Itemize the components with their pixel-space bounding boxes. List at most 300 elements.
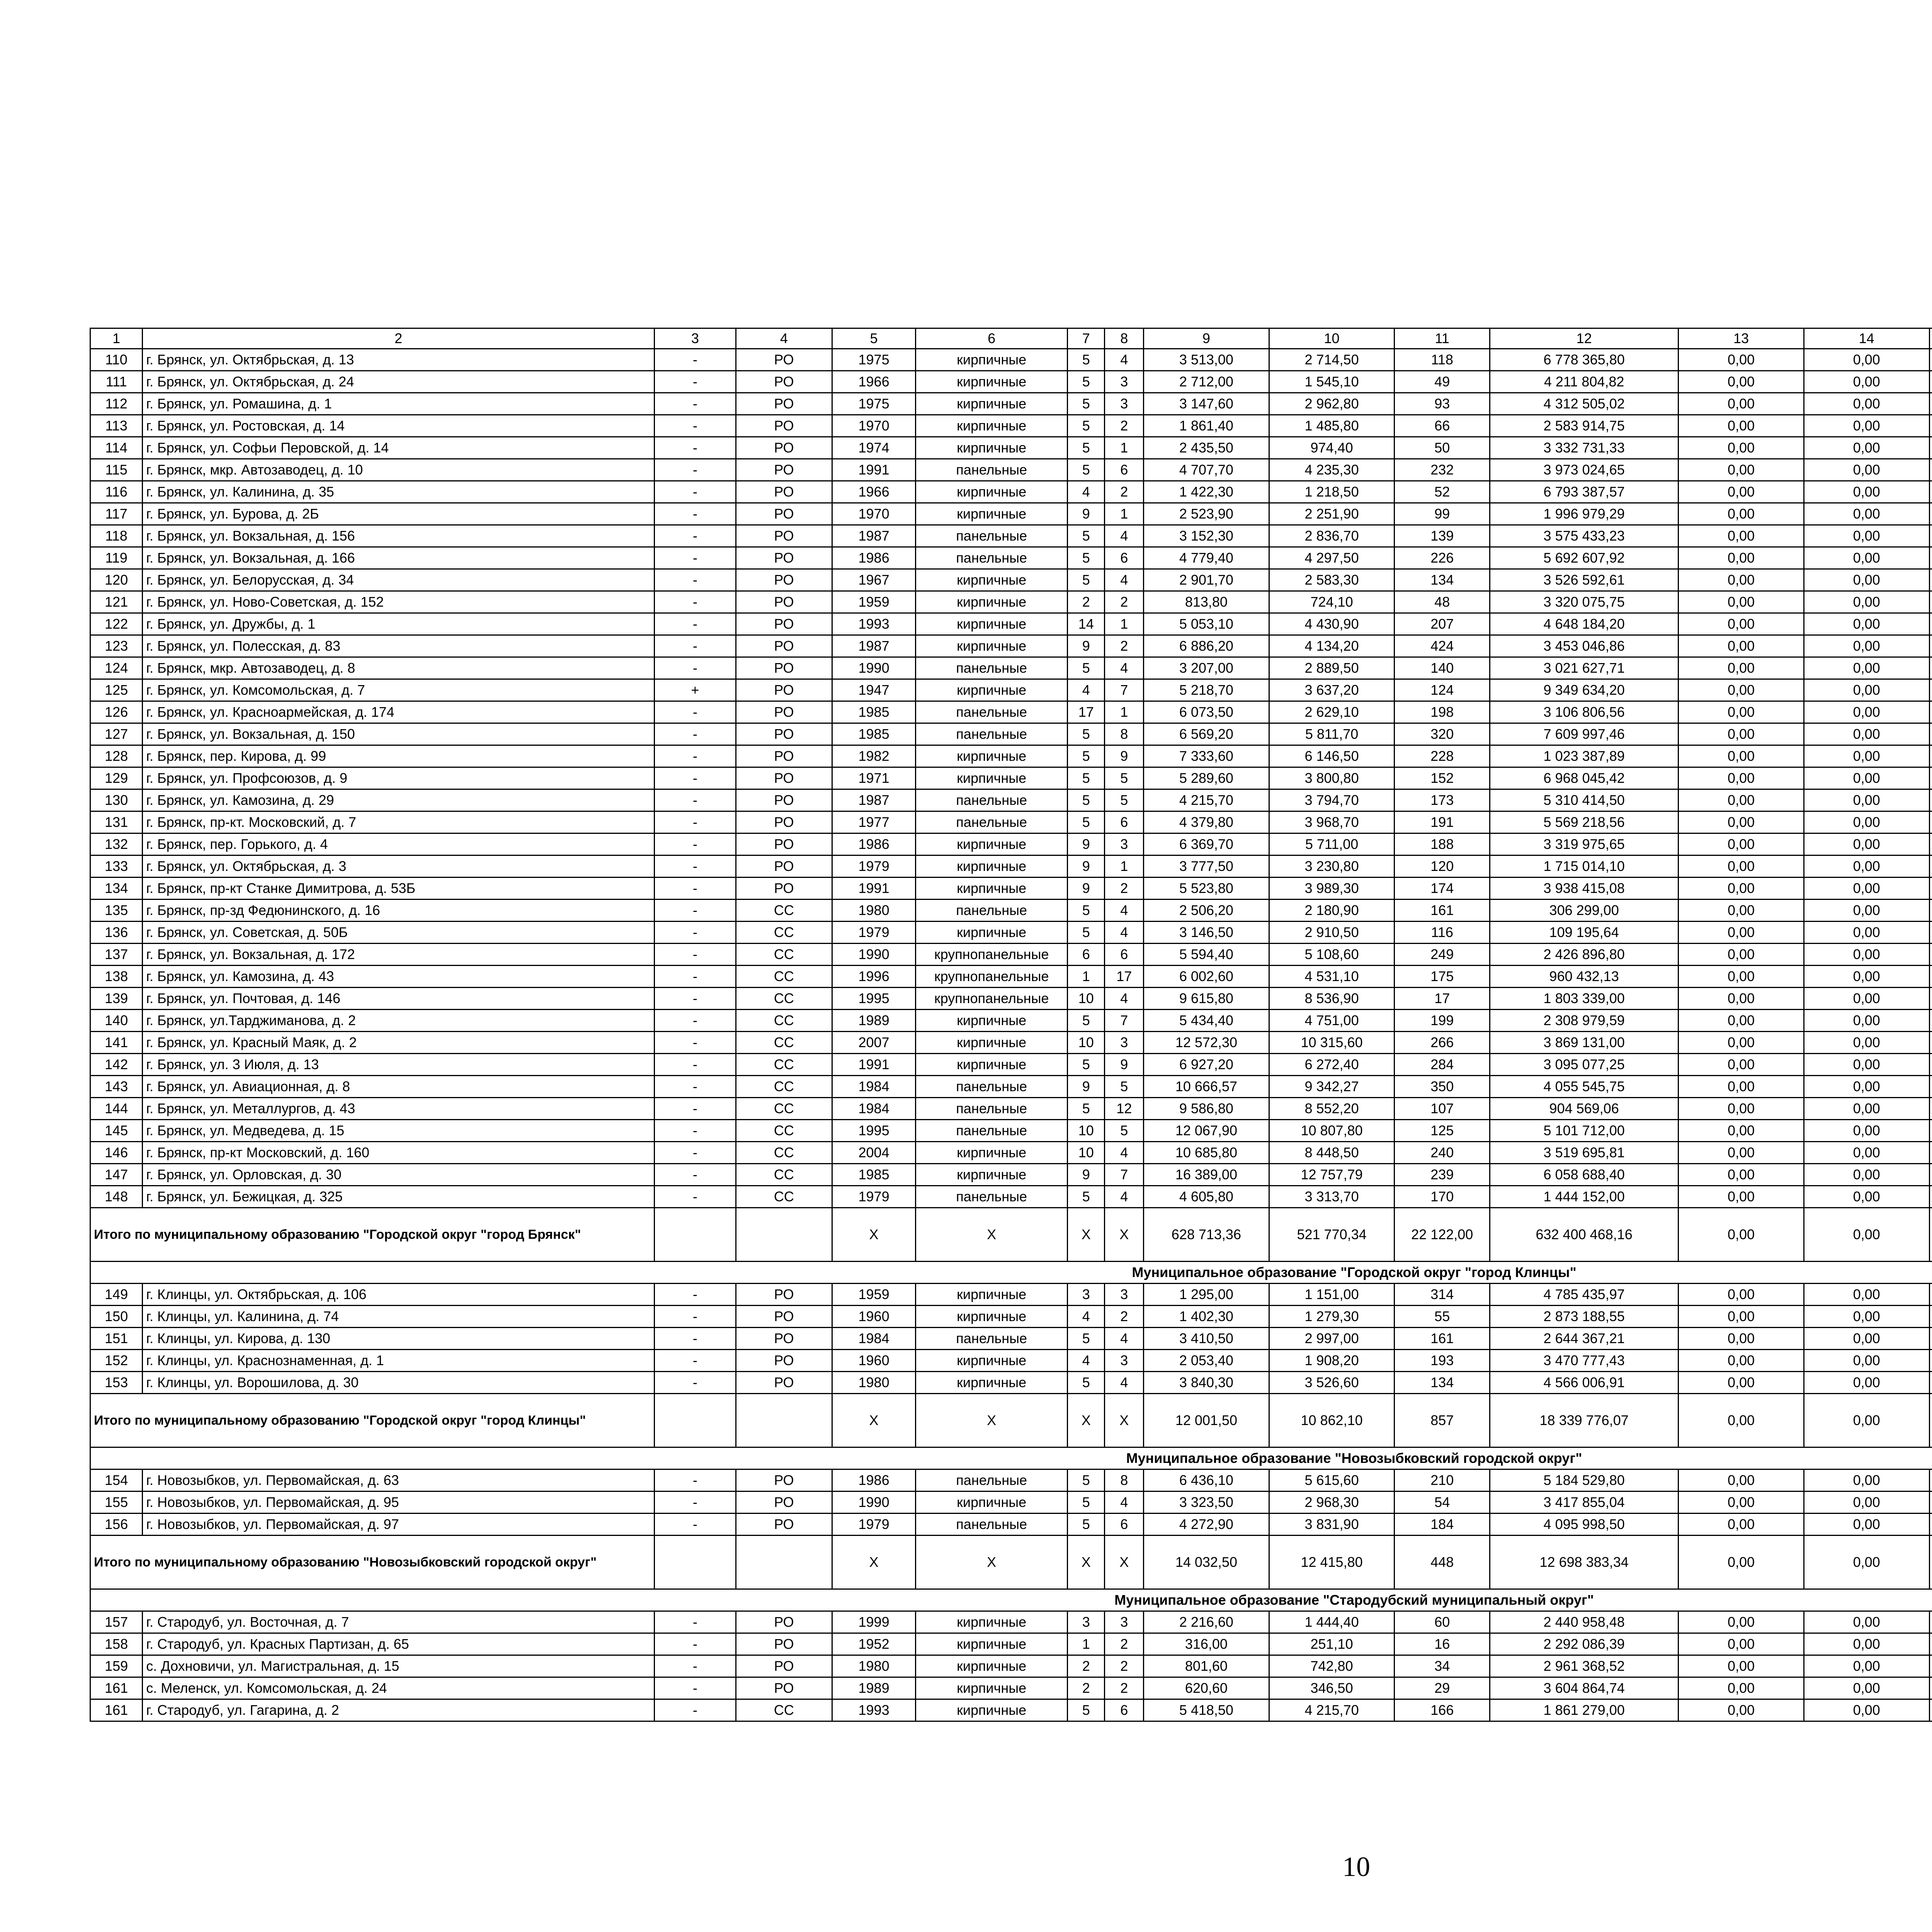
table-cell: РО — [736, 878, 832, 900]
column-number-cell: 7 — [1068, 328, 1105, 349]
address-cell: г. Брянск, мкр. Автозаводец, д. 8 — [143, 657, 655, 679]
table-cell: 1996 — [832, 966, 915, 988]
table-cell: 0,00 — [1804, 1699, 1929, 1721]
table-cell: 3 — [1105, 1611, 1144, 1633]
table-cell: 152 — [1395, 767, 1490, 789]
table-cell: 4 — [1105, 349, 1144, 371]
table-cell: РО — [736, 1284, 832, 1306]
table-cell: крупнопанельные — [916, 966, 1068, 988]
subtotal-cell: Х — [916, 1208, 1068, 1262]
address-cell: г. Клинцы, ул. Краснознаменная, д. 1 — [143, 1350, 655, 1372]
table-cell: 2 629,10 — [1269, 701, 1395, 723]
table-cell: - — [654, 745, 736, 767]
subtotal-cell: 0,00 — [1679, 1536, 1804, 1589]
subtotal-cell: 22 122,00 — [1395, 1208, 1490, 1262]
address-cell: г. Брянск, ул. Профсоюзов, д. 9 — [143, 767, 655, 789]
table-cell: 1 444,40 — [1269, 1611, 1395, 1633]
table-cell: 1 218,50 — [1269, 481, 1395, 503]
table-cell: 5 — [1068, 393, 1105, 415]
table-cell: СС — [736, 966, 832, 988]
table-cell: РО — [736, 481, 832, 503]
table-cell: 3 — [1068, 1611, 1105, 1633]
address-cell: г. Брянск, ул. Медведева, д. 15 — [143, 1120, 655, 1142]
table-row — [90, 1372, 1932, 1394]
table-cell: 161 — [90, 1699, 143, 1721]
address-cell: г. Брянск, пр-кт. Московский, д. 7 — [143, 811, 655, 833]
subtotal-cell: 448 — [1395, 1536, 1490, 1589]
table-cell: 2 712,00 — [1144, 371, 1269, 393]
table-cell: 0,00 — [1804, 657, 1929, 679]
table-cell: 50 — [1395, 437, 1490, 459]
table-cell: 4 — [1105, 1372, 1144, 1394]
table-cell: 0,00 — [1679, 922, 1804, 944]
table-cell: 111 — [90, 371, 143, 393]
table-cell: 7 — [1105, 679, 1144, 701]
table-cell: 6 369,70 — [1144, 833, 1269, 855]
table-cell: 1967 — [832, 569, 915, 591]
table-cell: 5 — [1068, 569, 1105, 591]
table-cell: 0,00 — [1804, 944, 1929, 966]
table-cell: 2 910,50 — [1269, 922, 1395, 944]
subtotal-cell: Х — [832, 1208, 915, 1262]
table-cell: 4 379,80 — [1144, 811, 1269, 833]
table-cell: 8 — [1105, 723, 1144, 745]
table-cell: 170 — [1395, 1186, 1490, 1208]
table-cell: 0,00 — [1679, 1120, 1804, 1142]
table-cell: 424 — [1395, 635, 1490, 657]
table-cell: 5 — [1068, 1054, 1105, 1076]
table-cell: 1959 — [832, 591, 915, 613]
table-cell: панельные — [916, 723, 1068, 745]
table-cell: 1 — [1105, 701, 1144, 723]
subtotal-cell: 857 — [1395, 1394, 1490, 1447]
table-cell: 2 506,20 — [1144, 900, 1269, 922]
table-cell: 2 873 188,55 — [1490, 1306, 1679, 1328]
table-cell: 6 — [1105, 811, 1144, 833]
table-cell: 1989 — [832, 1010, 915, 1032]
table-cell: 0,00 — [1804, 525, 1929, 547]
table-row — [90, 944, 1932, 966]
table-cell: 159 — [90, 1655, 143, 1677]
table-cell: 140 — [90, 1010, 143, 1032]
table-cell: РО — [736, 1328, 832, 1350]
table-cell: 0,00 — [1679, 613, 1804, 635]
table-cell: 3 519 695,81 — [1490, 1142, 1679, 1164]
table-cell: СС — [736, 1164, 832, 1186]
table-cell — [1929, 393, 1932, 415]
table-cell: 8 448,50 — [1269, 1142, 1395, 1164]
table-cell: 156 — [90, 1514, 143, 1536]
table-cell: 2 — [1105, 481, 1144, 503]
table-row — [90, 371, 1932, 393]
table-cell: 0,00 — [1804, 701, 1929, 723]
table-cell: кирпичные — [916, 1655, 1068, 1677]
subtotal-label: Итого по муниципальному образованию "Городской округ "город Клинцы" — [90, 1394, 655, 1447]
subtotal-cell: 628 713,36 — [1144, 1208, 1269, 1262]
table-cell: 138 — [90, 966, 143, 988]
table-row — [90, 635, 1932, 657]
table-cell: 29 — [1395, 1677, 1490, 1699]
table-cell: 146 — [90, 1142, 143, 1164]
table-cell: 1986 — [832, 1469, 915, 1492]
table-cell: кирпичные — [916, 371, 1068, 393]
table-cell: 0,00 — [1804, 1142, 1929, 1164]
table-cell: 143 — [90, 1076, 143, 1098]
table-cell: 110 — [90, 349, 143, 371]
table-cell: 6 002,60 — [1144, 966, 1269, 988]
table-cell: кирпичные — [916, 1054, 1068, 1076]
table-cell: 0,00 — [1804, 503, 1929, 525]
table-cell: 4 — [1068, 1306, 1105, 1328]
table-cell: РО — [736, 1514, 832, 1536]
table-cell: 5 — [1105, 1076, 1144, 1098]
table-cell: 155 — [90, 1492, 143, 1514]
table-row — [90, 569, 1932, 591]
table-cell: 5 — [1068, 745, 1105, 767]
page-number: 10 — [1342, 1851, 1370, 1882]
table-cell: 10 — [1068, 1120, 1105, 1142]
table-cell: 7 333,60 — [1144, 745, 1269, 767]
table-cell: РО — [736, 613, 832, 635]
table-row — [90, 679, 1932, 701]
table-cell: 1985 — [832, 723, 915, 745]
table-cell: 4 — [1105, 569, 1144, 591]
table-row — [90, 1054, 1932, 1076]
table-cell: 0,00 — [1679, 1032, 1804, 1054]
table-row — [90, 481, 1932, 503]
table-row — [90, 1492, 1932, 1514]
subtotal-cell: 0,00 — [1804, 1536, 1929, 1589]
table-cell: 1 — [1105, 613, 1144, 635]
table-row — [90, 855, 1932, 878]
table-cell — [1929, 988, 1932, 1010]
table-cell: панельные — [916, 1514, 1068, 1536]
table-cell: 0,00 — [1804, 613, 1929, 635]
table-cell: 6 — [1105, 459, 1144, 481]
address-cell: г. Стародуб, ул. Гагарина, д. 2 — [143, 1699, 655, 1721]
table-cell — [1929, 613, 1932, 635]
table-cell: 154 — [90, 1469, 143, 1492]
table-cell: 1990 — [832, 657, 915, 679]
table-row — [90, 415, 1932, 437]
table-cell: 10 — [1068, 1032, 1105, 1054]
table-cell: 140 — [1395, 657, 1490, 679]
table-cell: кирпичные — [916, 1306, 1068, 1328]
table-cell — [1929, 944, 1932, 966]
table-cell: 240 — [1395, 1142, 1490, 1164]
table-cell: кирпичные — [916, 481, 1068, 503]
table-cell: 620,60 — [1144, 1677, 1269, 1699]
table-cell: 4 605,80 — [1144, 1186, 1269, 1208]
table-cell: 1 444 152,00 — [1490, 1186, 1679, 1208]
address-cell: г. Брянск, ул. Комсомольская, д. 7 — [143, 679, 655, 701]
table-cell: 5 — [1068, 547, 1105, 569]
address-cell: г. Брянск, пр-кт Московский, д. 160 — [143, 1142, 655, 1164]
table-cell: 117 — [90, 503, 143, 525]
table-cell — [1929, 833, 1932, 855]
table-cell: кирпичные — [916, 1699, 1068, 1721]
table-cell: 2 583 914,75 — [1490, 415, 1679, 437]
table-cell: кирпичные — [916, 1611, 1068, 1633]
table-cell — [1929, 1611, 1932, 1633]
address-cell: г. Брянск, ул. Металлургов, д. 43 — [143, 1098, 655, 1120]
table-cell: РО — [736, 371, 832, 393]
table-cell: 132 — [90, 833, 143, 855]
table-cell: 0,00 — [1679, 525, 1804, 547]
table-cell: панельные — [916, 1076, 1068, 1098]
table-cell: 2 — [1105, 415, 1144, 437]
table-cell: кирпичные — [916, 1633, 1068, 1655]
table-cell: 0,00 — [1679, 789, 1804, 811]
table-cell: 2 — [1105, 1655, 1144, 1677]
table-cell: - — [654, 613, 736, 635]
table-cell: 151 — [90, 1328, 143, 1350]
table-cell: 5 — [1068, 811, 1105, 833]
table-cell: РО — [736, 437, 832, 459]
table-cell: 314 — [1395, 1284, 1490, 1306]
table-cell: - — [654, 811, 736, 833]
address-cell: г. Брянск, ул. Ростовская, д. 14 — [143, 415, 655, 437]
table-cell — [1929, 415, 1932, 437]
table-cell: СС — [736, 1054, 832, 1076]
table-cell: 2 — [1068, 1655, 1105, 1677]
table-cell: 0,00 — [1804, 635, 1929, 657]
table-cell: 4 — [1068, 1350, 1105, 1372]
subtotal-cell: 14 032,50 — [1144, 1536, 1269, 1589]
table-cell: СС — [736, 1142, 832, 1164]
address-cell: с. Меленск, ул. Комсомольская, д. 24 — [143, 1677, 655, 1699]
table-cell: 0,00 — [1679, 723, 1804, 745]
subtotal-cell — [736, 1208, 832, 1262]
table-row — [90, 1677, 1932, 1699]
table-cell: РО — [736, 855, 832, 878]
table-cell: - — [654, 503, 736, 525]
table-cell: 813,80 — [1144, 591, 1269, 613]
address-cell: с. Дохновичи, ул. Магистральная, д. 15 — [143, 1655, 655, 1677]
table-cell: 149 — [90, 1284, 143, 1306]
table-cell — [1929, 1010, 1932, 1032]
table-cell: 124 — [1395, 679, 1490, 701]
table-cell: 6 436,10 — [1144, 1469, 1269, 1492]
table-cell: 1 — [1105, 855, 1144, 878]
table-cell: СС — [736, 944, 832, 966]
table-row — [90, 789, 1932, 811]
table-cell — [1929, 1328, 1932, 1350]
table-cell: - — [654, 635, 736, 657]
table-cell: 0,00 — [1679, 371, 1804, 393]
table-cell: 0,00 — [1804, 679, 1929, 701]
subtotal-cell: 12 415,80 — [1269, 1536, 1395, 1589]
table-cell: 1975 — [832, 393, 915, 415]
address-cell: г. Брянск, мкр. Автозаводец, д. 10 — [143, 459, 655, 481]
table-cell: 3 146,50 — [1144, 922, 1269, 944]
table-cell: 198 — [1395, 701, 1490, 723]
table-cell: 5 — [1068, 767, 1105, 789]
table-cell: 316,00 — [1144, 1633, 1269, 1655]
table-row — [90, 745, 1932, 767]
table-cell: 0,00 — [1679, 966, 1804, 988]
table-cell: 119 — [90, 547, 143, 569]
table-cell: 12 067,90 — [1144, 1120, 1269, 1142]
table-row — [90, 1284, 1932, 1306]
table-cell: 3 968,70 — [1269, 811, 1395, 833]
table-cell: - — [654, 657, 736, 679]
table-cell: 2 — [1105, 635, 1144, 657]
table-cell: 0,00 — [1804, 988, 1929, 1010]
table-cell: - — [654, 547, 736, 569]
table-cell — [1929, 1677, 1932, 1699]
table-cell: - — [654, 1120, 736, 1142]
table-cell: 0,00 — [1804, 1306, 1929, 1328]
table-cell: 134 — [1395, 569, 1490, 591]
table-cell: 2 — [1105, 878, 1144, 900]
table-cell: 0,00 — [1679, 900, 1804, 922]
table-cell: 0,00 — [1679, 569, 1804, 591]
table-cell: кирпичные — [916, 415, 1068, 437]
table-cell: 0,00 — [1804, 371, 1929, 393]
table-cell: панельные — [916, 701, 1068, 723]
address-cell: г. Брянск, ул.Тарджиманова, д. 2 — [143, 1010, 655, 1032]
table-cell: 4 430,90 — [1269, 613, 1395, 635]
table-cell: 3 526,60 — [1269, 1372, 1395, 1394]
table-cell: 350 — [1395, 1076, 1490, 1098]
table-cell — [1929, 503, 1932, 525]
table-cell: 4 — [1105, 1328, 1144, 1350]
table-cell: 5 — [1068, 1469, 1105, 1492]
table-cell — [1929, 1032, 1932, 1054]
subtotal-cell — [736, 1536, 832, 1589]
table-cell: 118 — [1395, 349, 1490, 371]
table-cell: 6 272,40 — [1269, 1054, 1395, 1076]
table-cell: 1 151,00 — [1269, 1284, 1395, 1306]
table-cell: 0,00 — [1804, 1164, 1929, 1186]
table-cell: 16 389,00 — [1144, 1164, 1269, 1186]
table-cell — [1929, 1492, 1932, 1514]
address-cell: г. Брянск, ул. Ново-Советская, д. 152 — [143, 591, 655, 613]
table-cell: 2 — [1068, 591, 1105, 613]
table-cell: 0,00 — [1804, 459, 1929, 481]
housing-register-table — [90, 328, 1932, 1722]
table-cell: 320 — [1395, 723, 1490, 745]
table-cell: 5 — [1068, 657, 1105, 679]
table-cell: 2 523,90 — [1144, 503, 1269, 525]
table-cell: РО — [736, 349, 832, 371]
table-row — [90, 393, 1932, 415]
address-cell: г. Брянск, пр-зд Федюнинского, д. 16 — [143, 900, 655, 922]
address-cell: г. Брянск, ул. Камозина, д. 43 — [143, 966, 655, 988]
table-cell: 0,00 — [1679, 415, 1804, 437]
table-cell: - — [654, 789, 736, 811]
table-cell: 1 908,20 — [1269, 1350, 1395, 1372]
table-cell: - — [654, 988, 736, 1010]
table-cell: кирпичные — [916, 1010, 1068, 1032]
table-cell: 0,00 — [1679, 481, 1804, 503]
table-cell: 193 — [1395, 1350, 1490, 1372]
table-cell: 5 053,10 — [1144, 613, 1269, 635]
table-cell: 128 — [90, 745, 143, 767]
table-cell: 6 — [1068, 944, 1105, 966]
table-cell: 6 778 365,80 — [1490, 349, 1679, 371]
table-cell: 3 021 627,71 — [1490, 657, 1679, 679]
table-cell: РО — [736, 657, 832, 679]
table-cell: 5 569 218,56 — [1490, 811, 1679, 833]
table-cell: 3 575 433,23 — [1490, 525, 1679, 547]
table-row — [90, 1469, 1932, 1492]
table-cell: 166 — [1395, 1699, 1490, 1721]
table-cell: 114 — [90, 437, 143, 459]
table-cell: СС — [736, 988, 832, 1010]
table-cell: СС — [736, 1699, 832, 1721]
table-cell — [1929, 1655, 1932, 1677]
table-cell: 148 — [90, 1186, 143, 1208]
address-cell: г. Брянск, пер. Кирова, д. 99 — [143, 745, 655, 767]
table-cell: 2 961 368,52 — [1490, 1655, 1679, 1677]
table-cell: 1993 — [832, 1699, 915, 1721]
table-cell: кирпичные — [916, 393, 1068, 415]
table-cell: 137 — [90, 944, 143, 966]
table-cell: 0,00 — [1804, 349, 1929, 371]
table-cell: 3 207,00 — [1144, 657, 1269, 679]
table-cell: кирпичные — [916, 1677, 1068, 1699]
address-cell: г. Брянск, ул. Советская, д. 50Б — [143, 922, 655, 944]
municipality-header-row — [90, 1447, 1932, 1469]
table-cell — [1929, 1306, 1932, 1328]
table-cell: 1 861 279,00 — [1490, 1699, 1679, 1721]
table-cell: 2 — [1105, 1633, 1144, 1655]
table-cell: - — [654, 701, 736, 723]
table-cell: 5 — [1068, 1328, 1105, 1350]
table-cell: 0,00 — [1679, 1633, 1804, 1655]
municipality-title: Муниципальное образование "Городской округ "город Клинцы" — [90, 1262, 1932, 1284]
subtotal-cell: Х — [916, 1394, 1068, 1447]
municipality-header-row — [90, 1262, 1932, 1284]
table-cell: 0,00 — [1679, 1098, 1804, 1120]
table-cell: 135 — [90, 900, 143, 922]
table-cell: 16 — [1395, 1633, 1490, 1655]
table-cell: 4 — [1105, 1492, 1144, 1514]
table-cell: 266 — [1395, 1032, 1490, 1054]
table-cell: 3 313,70 — [1269, 1186, 1395, 1208]
table-cell: 1979 — [832, 922, 915, 944]
table-row — [90, 1611, 1932, 1633]
table-cell: 153 — [90, 1372, 143, 1394]
table-cell: 0,00 — [1679, 393, 1804, 415]
address-cell: г. Брянск, ул. Ромашина, д. 1 — [143, 393, 655, 415]
table-cell: 3 973 024,65 — [1490, 459, 1679, 481]
table-cell: 1 — [1068, 966, 1105, 988]
subtotal-cell: 12 001,50 — [1144, 1394, 1269, 1447]
table-cell: 3 — [1105, 393, 1144, 415]
table-cell: 1970 — [832, 415, 915, 437]
table-cell: 4 — [1105, 988, 1144, 1010]
table-cell — [1929, 1284, 1932, 1306]
table-cell: РО — [736, 591, 832, 613]
table-cell: 0,00 — [1804, 855, 1929, 878]
table-row — [90, 1120, 1932, 1142]
table-cell: 6 146,50 — [1269, 745, 1395, 767]
table-row — [90, 1098, 1932, 1120]
table-cell: 161 — [1395, 1328, 1490, 1350]
table-cell: 5 218,70 — [1144, 679, 1269, 701]
table-row — [90, 459, 1932, 481]
table-cell: 120 — [1395, 855, 1490, 878]
table-cell: 742,80 — [1269, 1655, 1395, 1677]
table-cell: 0,00 — [1804, 393, 1929, 415]
table-cell: 1 295,00 — [1144, 1284, 1269, 1306]
table-cell: РО — [736, 745, 832, 767]
subtotal-cell: Х — [1068, 1536, 1105, 1589]
table-cell: 0,00 — [1679, 745, 1804, 767]
